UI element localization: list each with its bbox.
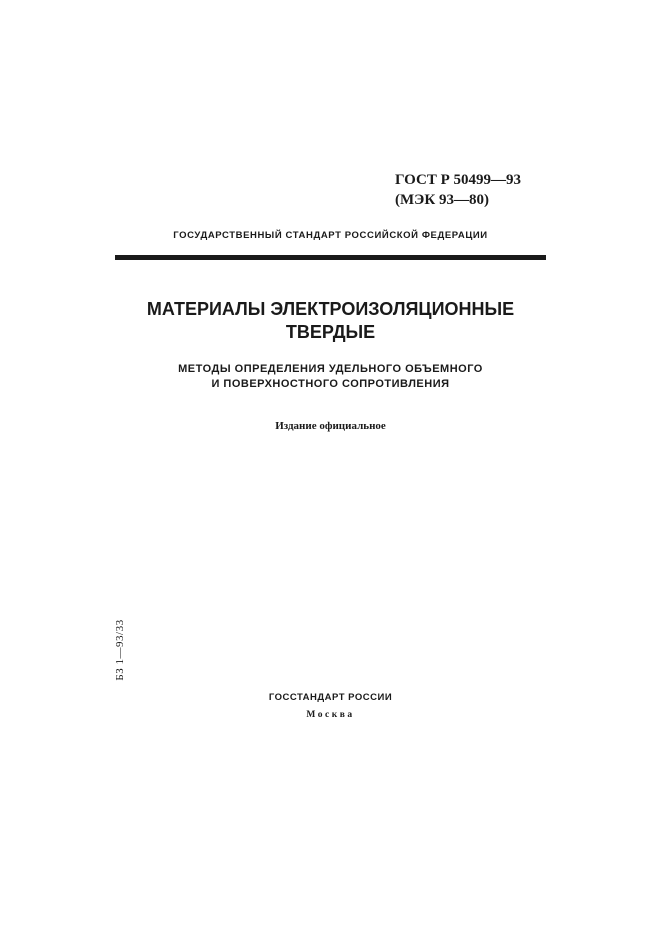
heading-divider xyxy=(115,255,546,260)
subtitle-line-1: МЕТОДЫ ОПРЕДЕЛЕНИЯ УДЕЛЬНОГО ОБЪЕМНОГО xyxy=(178,363,483,375)
title-line-1: МАТЕРИАЛЫ ЭЛЕКТРОИЗОЛЯЦИОННЫЕ xyxy=(146,299,515,319)
publication-city: Москва xyxy=(306,710,355,720)
side-print-code: БЗ 1—93/33 xyxy=(114,619,126,681)
iec-reference: (МЭК 93—80) xyxy=(395,192,489,208)
publisher: ГОССТАНДАРТ РОССИИ xyxy=(268,692,393,703)
title-line-2: ТВЕРДЫЕ xyxy=(285,322,376,342)
document-subtitle xyxy=(0,362,661,392)
edition-note: Издание официальное xyxy=(275,420,386,432)
document-title xyxy=(0,298,661,344)
standard-number: ГОСТ Р 50499—93 xyxy=(395,172,522,188)
subtitle-line-2: И ПОВЕРХНОСТНОГО СОПРОТИВЛЕНИЯ xyxy=(211,378,450,390)
standard-designation xyxy=(395,170,521,210)
state-standard-heading: ГОСУДАРСТВЕННЫЙ СТАНДАРТ РОССИЙСКОЙ ФЕДЕРАЦИИ xyxy=(173,230,488,241)
